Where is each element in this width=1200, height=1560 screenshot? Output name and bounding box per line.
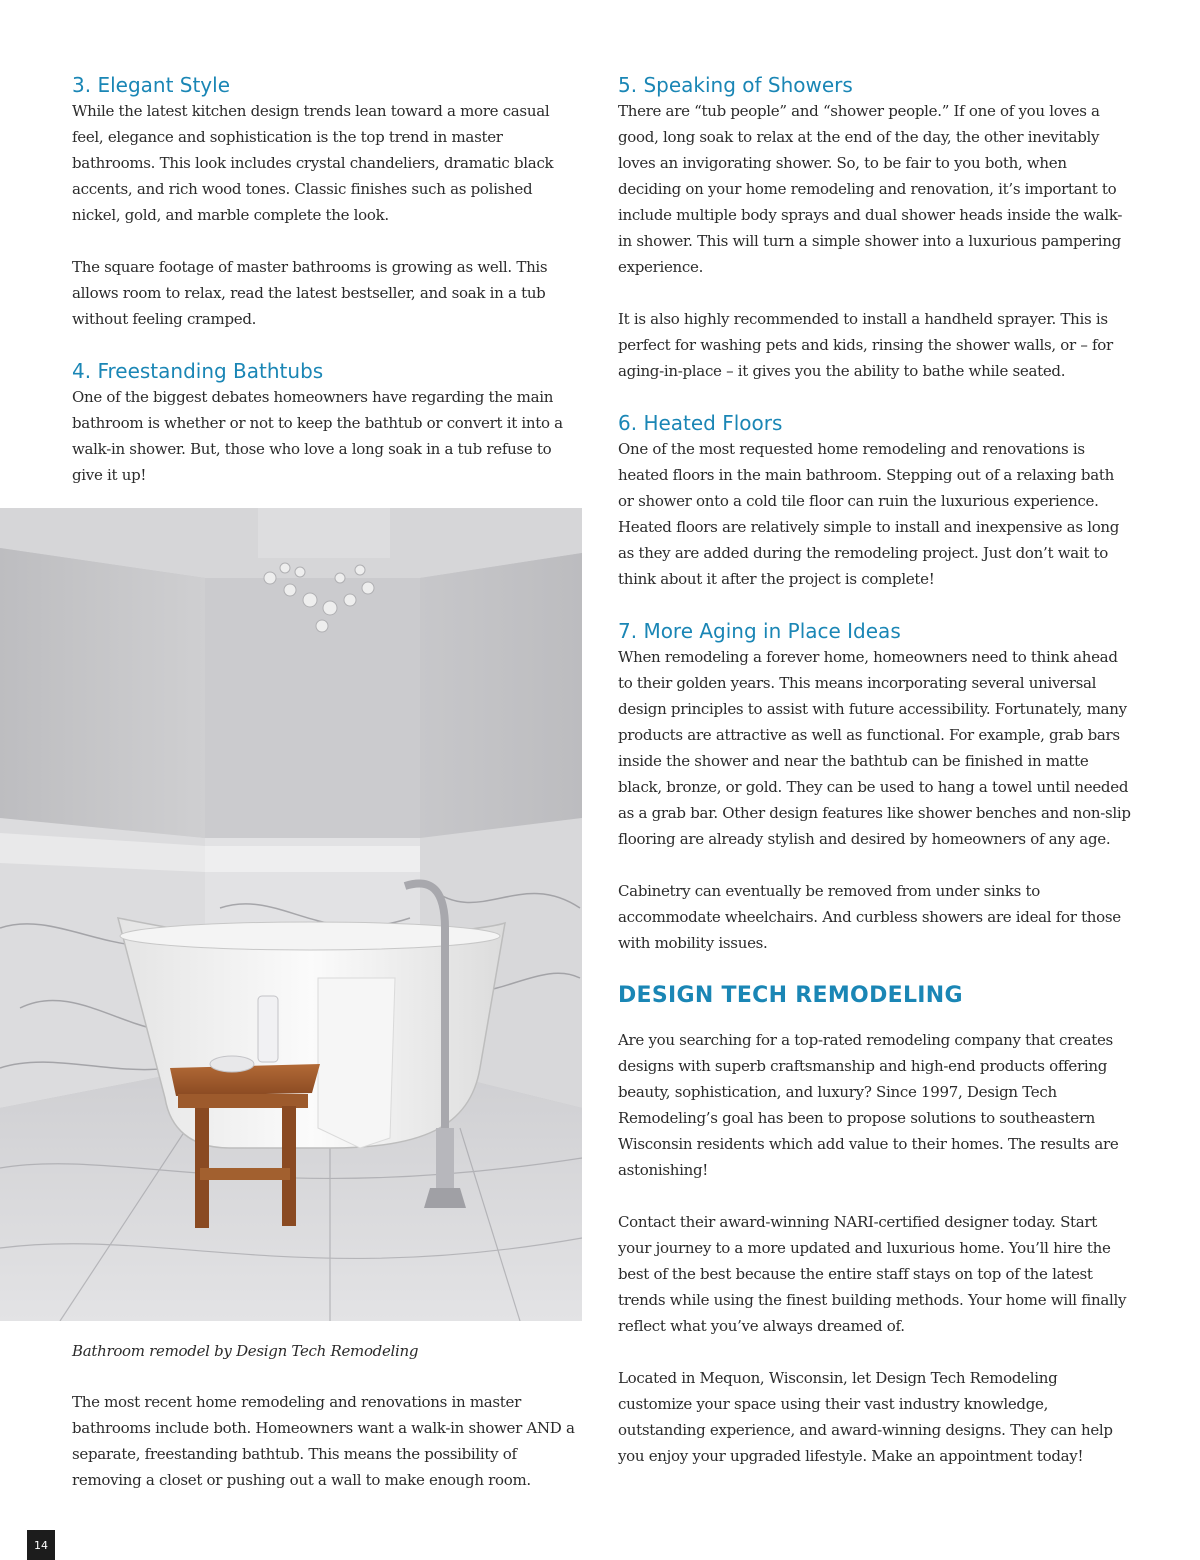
paragraph: One of the biggest debates homeowners have regarding the main bathroom is whether or not to keep the bathtub or convert it into a walk-in shower. But, those who love a long soak in a tub refuse to give it up! <box>72 388 563 484</box>
heading-heated-floors: 6. Heated Floors <box>618 411 783 435</box>
photo-caption: Bathroom remodel by Design Tech Remodeling <box>72 1342 419 1360</box>
paragraph: Cabinetry can eventually be removed from under sinks to accommodate wheelchairs. And curbless showers are ideal for those with mobility issues. <box>618 882 1121 952</box>
heading-freestanding-bathtubs: 4. Freestanding Bathtubs <box>72 359 324 383</box>
left-column <box>72 72 584 488</box>
paragraph: One of the most requested home remodeling and renovations is heated floors in the main bathroom. Stepping out of a relaxing bath or shower onto a cold tile floor can ruin the luxurious experience. Heated floors are relatively simple to install and inexpensive as long as they are added during the remodeling project. Just don’t wait to think about it after the project is complete! <box>618 440 1120 588</box>
paragraph: Contact their award-winning NARI-certified designer today. Start your journey to a more updated and luxurious home. You’ll hire the best of the best because the entire staff stays on top of the latest trends while using the finest building methods. Your home will finally reflect what you’ve always dreamed of. <box>618 1213 1127 1335</box>
left-bottom-text <box>72 1389 584 1493</box>
heading-elegant-style: 3. Elegant Style <box>72 73 230 97</box>
heading-aging-in-place: 7. More Aging in Place Ideas <box>618 619 901 643</box>
paragraph: Are you searching for a top-rated remodeling company that creates designs with superb craftsmanship and high-end products offering beauty, sophistication, and luxury? Since 1997, Design Tech Remodeling’s goal has been to propose solutions to southeastern Wisconsin residents which add value to their homes. The results are astonishing! <box>618 1031 1119 1179</box>
bathroom-photo <box>0 508 582 1321</box>
paragraph: When remodeling a forever home, homeowners need to think ahead to their golden years. This means incorporating several universal design principles to assist with future accessibility. Fortunately, many products are attractive as well as functional. For example, grab bars inside the shower and near the bathtub can be finished in matte black, bronze, or gold. They can be used to hang a towel until needed as a grab bar. Other design features like shower benches and non-slip flooring are already stylish and desired by homeowners of any age. <box>618 648 1131 848</box>
page-number: 14 <box>27 1530 55 1560</box>
paragraph: There are “tub people” and “shower people.” If one of you loves a good, long soak to relax at the end of the day, the other inevitably loves an invigorating shower. So, to be fair to you both, when deciding on your home remodeling and renovation, it’s important to include multiple body sprays and dual shower heads inside the walk-in shower. This will turn a simple shower into a luxurious pampering experience. <box>618 102 1123 276</box>
paragraph: Located in Mequon, Wisconsin, let Design Tech Remodeling customize your space using their vast industry knowledge, outstanding experience, and award-winning designs. They can help you enjoy your upgraded lifestyle. Make an appointment today! <box>618 1369 1113 1465</box>
heading-design-tech-remodeling: DESIGN TECH REMODELING <box>618 983 963 1008</box>
right-column <box>618 72 1134 1469</box>
paragraph: It is also highly recommended to install a handheld sprayer. This is perfect for washing pets and kids, rinsing the shower walls, or – for aging-in-place – it gives you the ability to bathe while seated. <box>618 310 1113 380</box>
paragraph: The square footage of master bathrooms is growing as well. This allows room to relax, read the latest bestseller, and soak in a tub without feeling cramped. <box>72 258 548 328</box>
paragraph: While the latest kitchen design trends lean toward a more casual feel, elegance and sophistication is the top trend in master bathrooms. This look includes crystal chandeliers, dramatic black accents, and rich wood tones. Classic finishes such as polished nickel, gold, and marble complete the look. <box>72 102 554 224</box>
heading-speaking-of-showers: 5. Speaking of Showers <box>618 73 853 97</box>
paragraph: The most recent home remodeling and renovations in master bathrooms include both. Homeowners want a walk-in shower AND a separate, freestanding bathtub. This means the possibility of removing a closet or pushing out a wall to make enough room. <box>72 1393 575 1489</box>
